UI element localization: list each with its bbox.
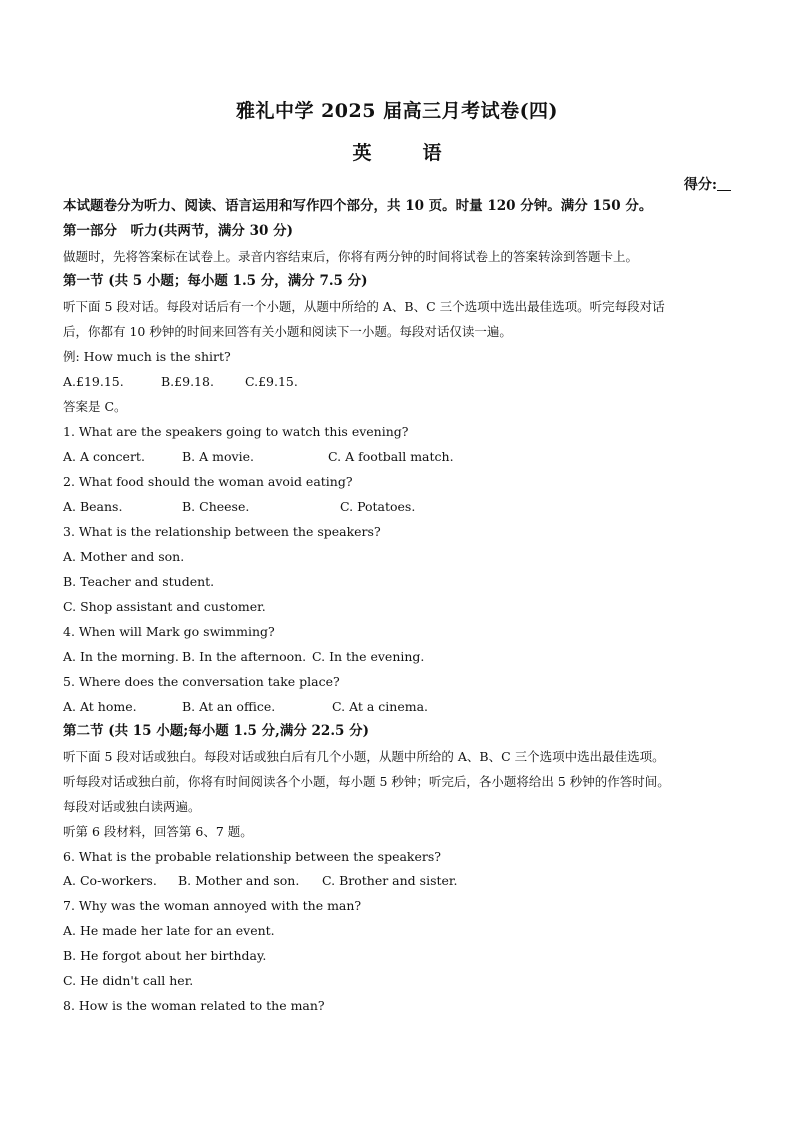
section1-heading: 第一节 (共 5 小题；每小题 1.5 分，满分 7.5 分) [63, 273, 368, 289]
option-a: A. At home. [63, 699, 137, 714]
question-3-option-b: B. Teacher and student. [63, 574, 215, 589]
question-7-option-a: A. He made her late for an event. [63, 923, 275, 938]
option-c: C. In the evening. [312, 649, 425, 664]
question-3-option-c: C. Shop assistant and customer. [63, 599, 266, 614]
question-3-option-a: A. Mother and son. [63, 549, 185, 564]
question-2: 2. What food should the woman avoid eating? [63, 474, 353, 489]
question-7-option-b: B. He forgot about her birthday. [63, 948, 267, 963]
option-c: C. Potatoes. [340, 499, 416, 514]
exam-intro: 本试题卷分为听力、阅读、语言运用和写作四个部分，共 10 页。时量 120 分钟。满分 150 分。 [63, 198, 653, 214]
option-b: B.£9.18. [161, 374, 214, 389]
material-note: 听第 6 段材料，回答第 6、7 题。 [63, 824, 253, 839]
question-6: 6. What is the probable relationship between the speakers? [63, 849, 441, 864]
question-1: 1. What are the speakers going to watch this evening? [63, 424, 409, 439]
question-1-options [63, 448, 743, 466]
score-label: 得分: [683, 177, 717, 193]
option-b: B. Cheese. [182, 499, 250, 514]
example-answer: 答案是 C。 [63, 399, 127, 414]
section1-instruction-1: 听下面 5 段对话。每段对话后有一个小题，从题中所给的 A、B、C 三个选项中选出最佳选项。听完每段对话 [63, 299, 665, 314]
section2-instruction-3: 每段对话或独白读两遍。 [63, 799, 201, 814]
option-c: C. A football match. [328, 449, 454, 464]
question-6-options [63, 872, 743, 890]
option-b: B. At an office. [182, 699, 276, 714]
subject-title: 英 语 [352, 142, 458, 164]
option-a: A.£19.15. [63, 374, 124, 389]
option-b: B. In the afternoon. [182, 649, 307, 664]
option-c: C.£9.15. [245, 374, 298, 389]
option-b: B. A movie. [182, 449, 254, 464]
question-5: 5. Where does the conversation take place? [63, 674, 340, 689]
option-c: C. Brother and sister. [322, 873, 458, 888]
score-blank[interactable] [717, 176, 731, 191]
example-question: 例: How much is the shirt? [63, 349, 231, 364]
option-a: A. Co-workers. [63, 873, 157, 888]
example-options [63, 373, 743, 391]
section2-heading: 第二节 (共 15 小题;每小题 1.5 分,满分 22.5 分) [63, 723, 370, 739]
question-2-options [63, 498, 743, 516]
score-field [684, 174, 731, 194]
section1-instruction-2: 后，你都有 10 秒钟的时间来回答有关小题和阅读下一小题。每段对话仅读一遍。 [63, 324, 512, 339]
section2-instruction-1: 听下面 5 段对话或独白。每段对话或独白后有几个小题，从题中所给的 A、B、C 三个选项中选出最佳选项。 [63, 749, 665, 764]
question-7-option-c: C. He didn't call her. [63, 973, 194, 988]
option-c: C. At a cinema. [332, 699, 429, 714]
option-a: A. Beans. [63, 499, 123, 514]
option-b: B. Mother and son. [178, 873, 300, 888]
question-3: 3. What is the relationship between the speakers? [63, 524, 381, 539]
option-a: A. In the morning. [63, 649, 179, 664]
section2-instruction-2: 听每段对话或独白前，你将有时间阅读各个小题，每小题 5 秒钟；听完后，各小题将给出 5 秒钟的作答时间。 [63, 774, 670, 789]
question-5-options [63, 698, 743, 716]
question-4-options [63, 648, 743, 666]
part1-heading: 第一部分 听力(共两节，满分 30 分) [63, 223, 293, 239]
question-8: 8. How is the woman related to the man? [63, 998, 325, 1013]
option-a: A. A concert. [63, 449, 145, 464]
exam-title: 雅礼中学 2025 届高三月考试卷(四) [235, 100, 559, 122]
question-4: 4. When will Mark go swimming? [63, 624, 275, 639]
part1-instruction: 做题时，先将答案标在试卷上。录音内容结束后，你将有两分钟的时间将试卷上的答案转涂到答题卡上。 [63, 249, 639, 264]
question-7: 7. Why was the woman annoyed with the man? [63, 898, 362, 913]
